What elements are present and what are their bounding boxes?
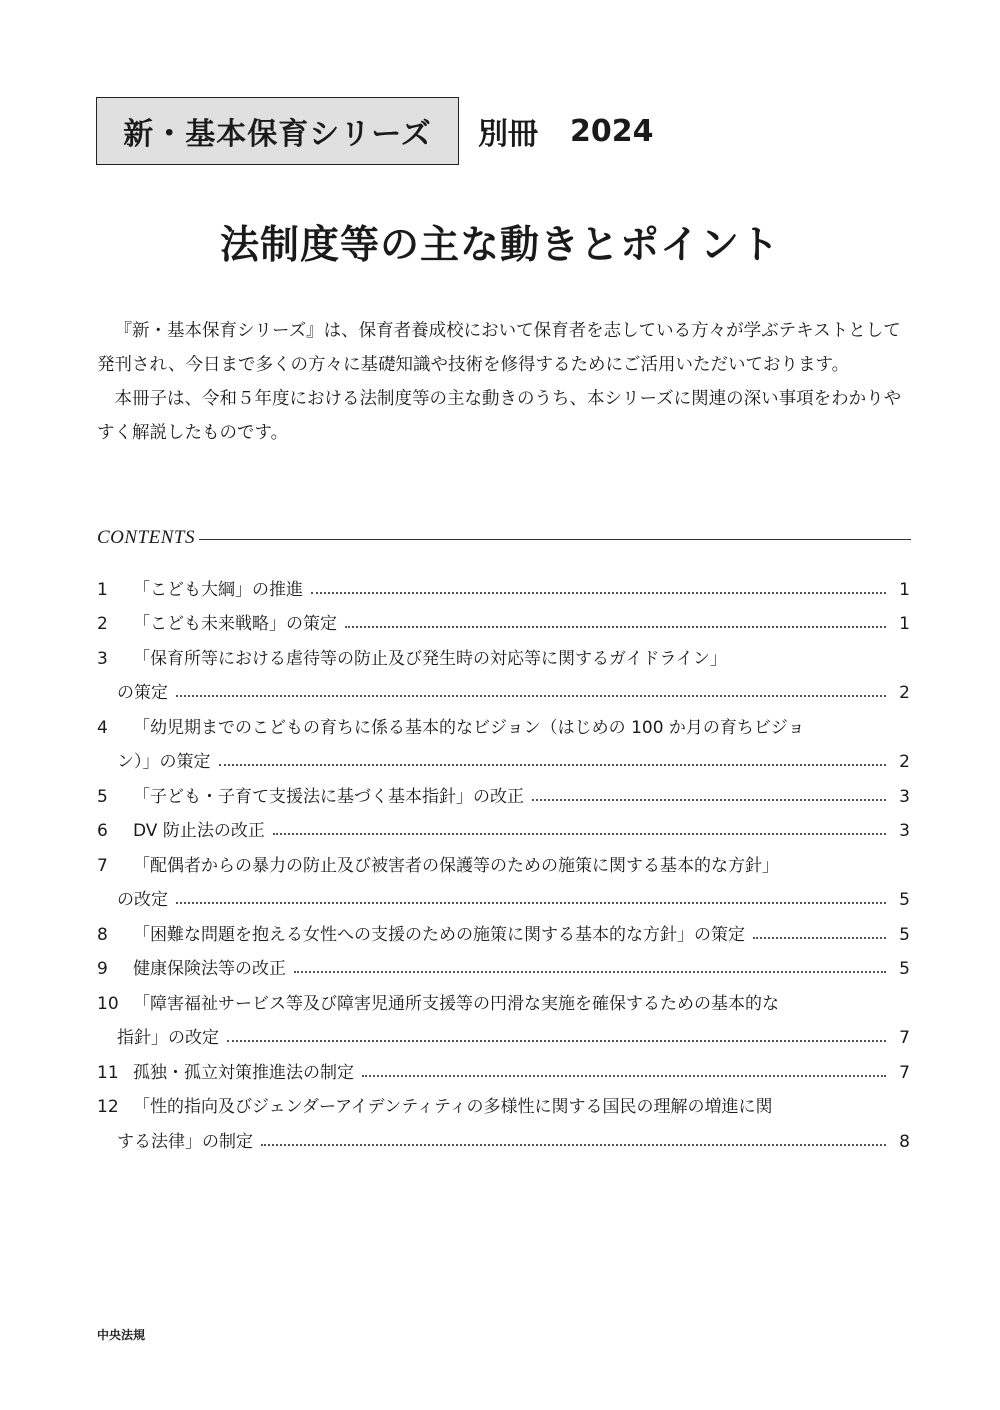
toc-leader-dots — [345, 626, 886, 628]
toc-entry[interactable] — [97, 841, 910, 910]
toc-title: 「性的指向及びジェンダーアイデンティティの多様性に関する国民の理解の増進に関 — [133, 1097, 773, 1117]
toc-page-number: 5 — [899, 924, 910, 945]
toc-entry[interactable] — [97, 910, 910, 945]
toc-leader-dots — [176, 902, 886, 904]
toc-line — [97, 1048, 910, 1083]
toc-line — [97, 1083, 910, 1118]
toc-entry[interactable] — [97, 1083, 910, 1152]
toc-title: する法律」の制定 — [117, 1131, 253, 1152]
intro-paragraph-1: 『新・基本保育シリーズ』は、保育者養成校において保育者を志している方々が学ぶテキストとして発刊され、今日まで多くの方々に基礎知識や技術を修得するためにご活用いただいております。 — [97, 321, 901, 375]
toc-title: 指針」の改定 — [117, 1028, 219, 1048]
contents-label: CONTENTS — [97, 527, 195, 548]
year-text: 2024 — [570, 113, 654, 149]
toc-number: 9 — [97, 959, 108, 979]
toc-page-number: 2 — [899, 683, 910, 703]
toc-leader-dots — [753, 937, 886, 939]
toc-leader-dots — [311, 592, 886, 594]
toc-entry[interactable] — [97, 600, 910, 635]
toc-title: DV 防止法の改正 — [133, 821, 265, 841]
publisher-name: 中央法規 — [97, 1328, 146, 1342]
toc-page-number: 3 — [899, 821, 910, 841]
toc-title: の策定 — [117, 683, 168, 703]
toc-title: 「配偶者からの暴力の防止及び被害者の保護等のための施策に関する基本的な方針」 — [133, 855, 779, 876]
toc-title: 健康保険法等の改正 — [133, 959, 286, 979]
contents-heading — [97, 524, 911, 552]
toc-line — [97, 841, 910, 876]
toc-entry[interactable] — [97, 565, 910, 600]
toc-number: 7 — [97, 855, 108, 876]
toc-page-number: 7 — [899, 1062, 910, 1083]
toc-entry[interactable] — [97, 772, 910, 807]
toc-leader-dots — [294, 971, 886, 973]
series-name-box — [96, 97, 459, 165]
toc-line — [97, 738, 910, 773]
toc-leader-dots — [219, 764, 887, 766]
toc-title: 「子ども・子育て支援法に基づく基本指針」の改正 — [133, 786, 524, 807]
toc-title: 「こども大綱」の推進 — [133, 579, 303, 600]
toc-title: 「困難な問題を抱える女性への支援のための施策に関する基本的な方針」の策定 — [133, 924, 745, 945]
toc-page-number: 1 — [899, 614, 910, 634]
toc-title: 「障害福祉サービス等及び障害児通所支援等の円滑な実施を確保するための基本的な — [133, 993, 779, 1014]
toc-line — [97, 945, 910, 980]
toc-line — [97, 565, 910, 600]
intro-text — [97, 314, 912, 450]
toc-entry[interactable] — [97, 945, 910, 980]
toc-leader-dots — [532, 799, 886, 801]
toc-number: 12 — [97, 1097, 119, 1117]
toc-number: 5 — [97, 786, 108, 807]
page-title: 法制度等の主な動きとポイント — [219, 223, 780, 268]
toc-line — [97, 772, 910, 807]
toc-title: 「保育所等における虐待等の防止及び発生時の対応等に関するガイドライン」 — [133, 648, 727, 669]
toc-line — [97, 807, 910, 842]
toc-entry[interactable] — [97, 979, 910, 1048]
series-name: 新・基本保育シリーズ — [123, 117, 432, 152]
toc-entry[interactable] — [97, 1048, 910, 1083]
toc-page-number: 8 — [899, 1131, 910, 1152]
contents-rule — [199, 539, 911, 540]
toc-number: 3 — [97, 648, 108, 669]
toc-line — [97, 600, 910, 635]
toc-line — [97, 703, 910, 738]
toc-title: 「幼児期までのこどもの育ちに係る基本的なビジョン（はじめの 100 か月の育ちビジョ — [133, 717, 805, 738]
toc-leader-dots — [362, 1075, 886, 1077]
toc-number: 4 — [97, 717, 108, 738]
toc-page-number: 5 — [899, 890, 910, 910]
toc-entry[interactable] — [97, 703, 910, 772]
toc-line — [97, 669, 910, 704]
toc-entry[interactable] — [97, 807, 910, 842]
toc-leader-dots — [273, 833, 886, 835]
toc-line — [97, 1014, 910, 1049]
toc-page-number: 5 — [899, 959, 910, 979]
toc-number: 11 — [97, 1062, 119, 1083]
toc-title: ン）」の策定 — [117, 752, 211, 772]
toc-page-number: 1 — [899, 579, 910, 600]
toc-line — [97, 979, 910, 1014]
intro-paragraph-2: 本冊子は、令和５年度における法制度等の主な動きのうち、本シリーズに関連の深い事項をわかりやすく解説したものです。 — [97, 389, 902, 443]
bessatsu-text: 別冊 — [478, 117, 538, 152]
toc-line — [97, 876, 910, 911]
toc-title: 孤独・孤立対策推進法の制定 — [133, 1062, 354, 1083]
toc-leader-dots — [261, 1144, 886, 1146]
table-of-contents — [97, 565, 910, 1152]
toc-number: 6 — [97, 821, 108, 841]
toc-line — [97, 910, 910, 945]
toc-number: 10 — [97, 993, 119, 1014]
toc-line — [97, 634, 910, 669]
toc-number: 2 — [97, 614, 108, 634]
toc-page-number: 2 — [899, 752, 910, 772]
toc-page-number: 3 — [899, 786, 910, 807]
toc-entry[interactable] — [97, 634, 910, 703]
toc-leader-dots — [176, 695, 886, 697]
supplement-label — [478, 97, 654, 165]
toc-line — [97, 1117, 910, 1152]
toc-title: の改定 — [117, 890, 168, 910]
toc-number: 8 — [97, 924, 108, 945]
toc-number: 1 — [97, 579, 108, 600]
toc-title: 「こども未来戦略」の策定 — [133, 614, 337, 634]
toc-leader-dots — [227, 1040, 886, 1042]
toc-page-number: 7 — [899, 1028, 910, 1048]
